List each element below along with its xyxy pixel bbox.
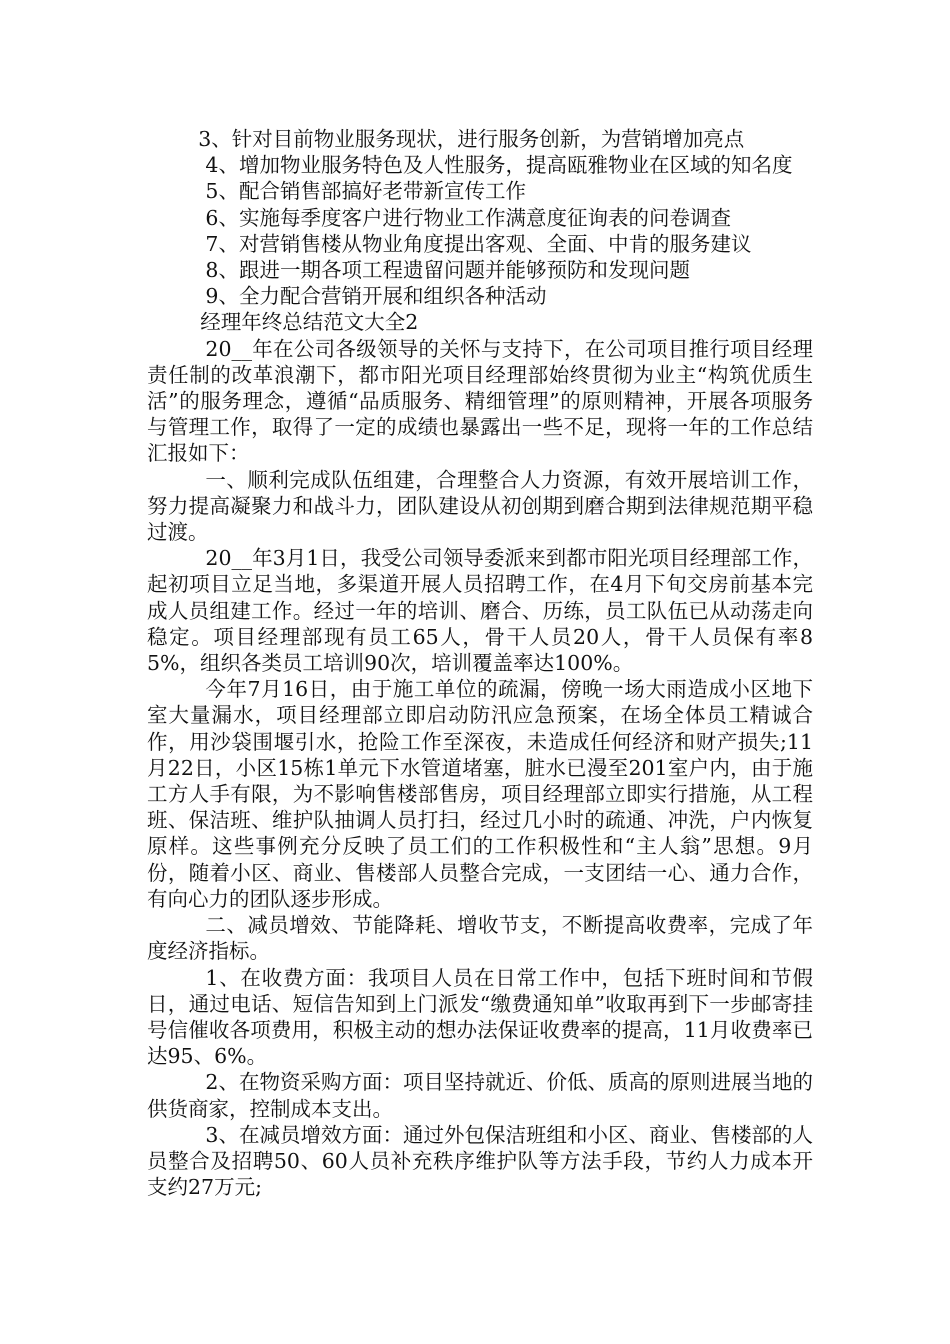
list-item-5: 5、配合销售部搞好老带新宣传工作 <box>205 179 526 204</box>
emergency-paragraph: 今年7月16日，由于施工单位的疏漏，傍晚一场大雨造成小区地下室大量漏水，项目经理部立即启动防汛应急预案，在场全体员工精诚合作，用沙袋围堰引水，抢险工作至深夜，未造成任何经济和财产损失;11月22日，小区15栋1单元下水管道堵塞，脏水已漫至201室户内，由于施工方人手有限，为不影响售楼部售房，项目经理部立即实行措施，从工程班、保洁班、维护队抽调人员打扫，经过几小时的疏通、冲洗，户内恢复原样。这些事例充分反映了员工们的工作积极性和“主人翁”思想。9月份，随着小区、商业、售楼部人员整合完成，一支团结一心、通力合作，有向心力的团队逐步形成。 <box>147 677 813 911</box>
section-two-heading: 二、减员增效、节能降耗、增收节支，不断提高收费率，完成了年度经济指标。 <box>147 913 813 964</box>
list-item-9: 9、全力配合营销开展和组织各种活动 <box>205 284 547 309</box>
list-item-6: 6、实施每季度客户进行物业工作满意度征询表的问卷调查 <box>205 205 731 230</box>
section-one-heading: 一、顺利完成队伍组建，合理整合人力资源，有效开展培训工作，努力提高凝聚力和战斗力，团队建设从初创期到磨合期到法律规范期平稳过渡。 <box>147 467 813 545</box>
section-title: 经理年终总结范文大全2 <box>200 310 419 335</box>
list-item-3: 3、针对目前物业服务现状，进行服务创新，为营销增加亮点 <box>198 127 745 151</box>
document-body <box>147 126 813 1200</box>
list-item-4: 4、增加物业服务特色及人性服务，提高瓯雅物业在区域的知名度 <box>205 153 793 178</box>
list-item-7: 7、对营销售楼从物业角度提出客观、全面、中肯的服务建议 <box>205 231 752 256</box>
fee-collection-paragraph: 1、在收费方面：我项目人员在日常工作中，包括下班时间和节假日，通过电话、短信告知到上门派发“缴费通知单”收取再到下一步邮寄挂号信催收各项费用，积极主动的想办法保证收费率的提高，11月收费率已达95、6%。 <box>147 965 813 1069</box>
staff-efficiency-paragraph: 3、在减员增效方面：通过外包保洁班组和小区、商业、售楼部的人员整合及招聘50、60人员补充秩序维护队等方法手段，节约人力成本开支约27万元; <box>147 1122 813 1200</box>
team-building-paragraph: 20__年3月1日，我受公司领导委派来到都市阳光项目经理部工作，起初项目立足当地，多渠道开展人员招聘工作，在4月下旬交房前基本完成人员组建工作。经过一年的培训、磨合、历练，员工队伍已从动荡走向稳定。项目经理部现有员工65人，骨干人员20人，骨干人员保有率85%，组织各类员工培训90次，培训覆盖率达100%。 <box>147 546 813 676</box>
procurement-paragraph: 2、在物资采购方面：项目坚持就近、价低、质高的原则进展当地的供货商家，控制成本支出。 <box>147 1070 813 1121</box>
list-item-8: 8、跟进一期各项工程遗留问题并能够预防和发现问题 <box>205 258 690 283</box>
intro-paragraph: 20__年在公司各级领导的关怀与支持下，在公司项目推行项目经理责任制的改革浪潮下，都市阳光项目经理部始终贯彻为业主“构筑优质生活”的服务理念，遵循“品质服务、精细管理”的原则精神，开展各项服务与管理工作，取得了一定的成绩也暴露出一些不足，现将一年的工作总结汇报如下： <box>147 336 813 466</box>
